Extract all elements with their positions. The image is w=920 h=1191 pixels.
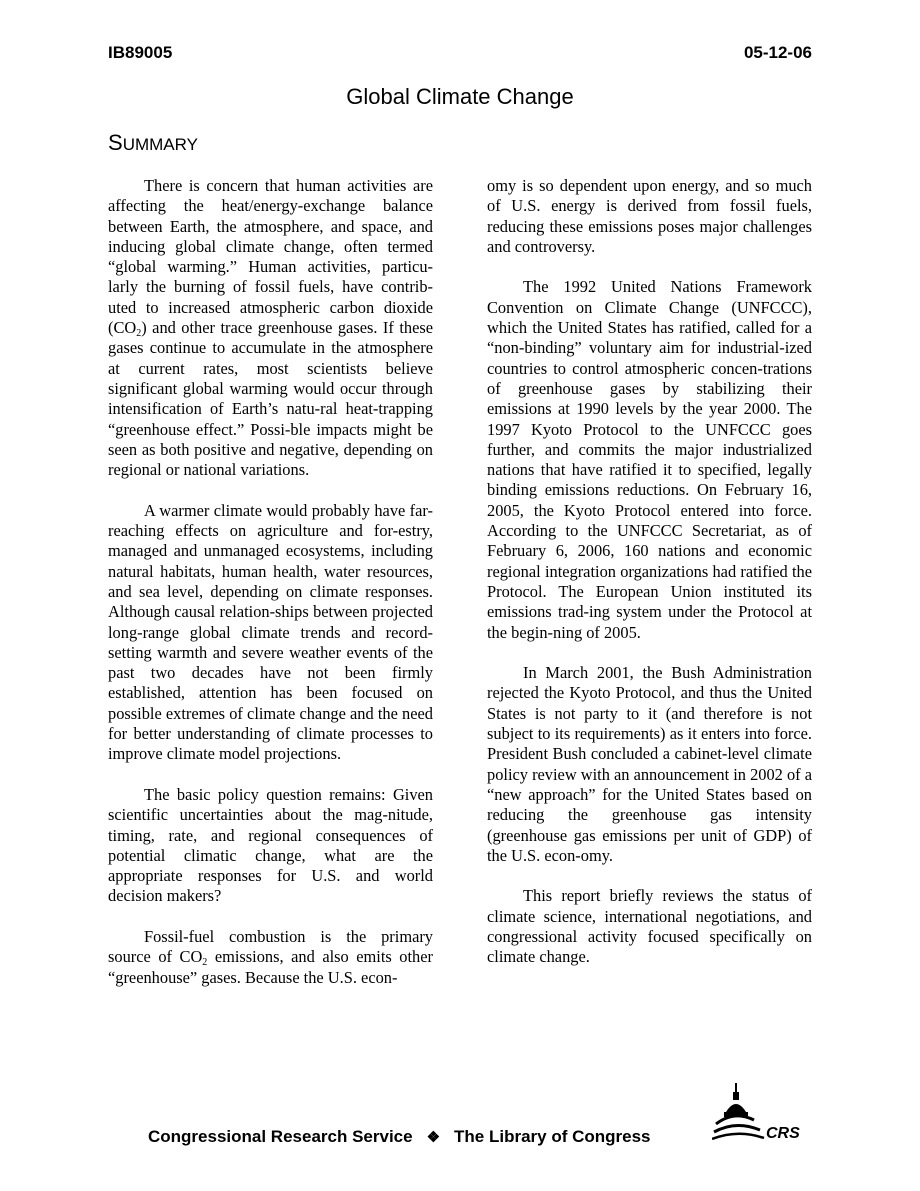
section-heading-rest: UMMARY <box>122 135 198 154</box>
text-column-left <box>108 176 433 988</box>
paragraph-text: There is concern that human activities are affecting the heat/energy-exchange balance between Earth, the atmosphere, and space, and inducing global climate change, often termed “global warming.” Human activities, particu-larly the burning of fossil fuels, have contrib-uted to increased atmospheric carbon dioxide (CO <box>108 176 433 338</box>
page-title: Global Climate Change <box>346 84 574 109</box>
report-number: IB89005 <box>108 43 173 62</box>
subscript: 2 <box>202 957 208 969</box>
text-column-right <box>487 176 812 968</box>
paragraph <box>108 176 433 480</box>
paragraph <box>108 927 433 988</box>
paragraph: The 1992 United Nations Framework Convention on Climate Change (UNFCCC), which the United States has ratified, called for a “non-binding” voluntary aim for industrial-ized countries to control atmospheric concen-trations of greenhouse gases by stabilizing their emissions at 1990 levels by the year 2000. The 1997 Kyoto Protocol to the UNFCCC goes further, and commits the major industrialized nations that have ratified it to specified, legally binding emissions reductions. On February 16, 2005, the Kyoto Protocol entered into force. According to the UNFCCC Secretariat, as of February 6, 2006, 160 nations and economic regional integration organizations had ratified the Protocol. The European Union instituted its emissions trad-ing system under the Protocol at the begin-ning of 2005. <box>487 277 812 642</box>
crs-capitol-logo <box>712 1080 807 1142</box>
diamond-separator-icon: ❖ <box>426 1129 441 1146</box>
paragraph-text: Fossil-fuel combustion is the primary source of CO <box>108 926 433 967</box>
section-heading-initial: S <box>108 130 123 155</box>
footer <box>148 1127 651 1147</box>
footer-crs: Congressional Research Service <box>148 1127 413 1146</box>
footer-library: The Library of Congress <box>454 1127 651 1146</box>
paragraph: In March 2001, the Bush Administration rejected the Kyoto Protocol, and thus the United States is not party to it (and therefore is not subject to its requirements) as it enters into force. President Bush concluded a cabinet-level climate policy review with an announcement in 2002 of a “new approach” for the United States based on reducing the greenhouse gas intensity (greenhouse gas emissions per unit of GDP) of the U.S. econ-omy. <box>487 663 812 865</box>
subscript: 2 <box>136 328 142 340</box>
paragraph: The basic policy question remains: Given scientific uncertainties about the mag-nitude, timing, rate, and regional consequences of potential climatic change, what are the appropriate responses for U.S. and world decision makers? <box>108 784 433 906</box>
report-date: 05-12-06 <box>743 43 812 62</box>
section-heading-summary <box>108 130 198 156</box>
paragraph-text: ) and other trace greenhouse gases. If these gases continue to accumulate in the atmosphere at current rates, most scientists believe significant global warming would occur through intensification of Earth’s natu-ral heat-trapping “greenhouse effect.” Possi-ble impacts might be seen as both positive and negative, depending on regional or national variations. <box>108 318 433 480</box>
paragraph: A warmer climate would probably have far-reaching effects on agriculture and for-estry, managed and unmanaged ecosystems, including natural habitats, human health, water resources, and sea level, depending on climate responses. Although causal relation-ships between projected long-range global climate trends and record-setting warmth and severe weather events of the past two decades have not been firmly established, attention has been focused on possible extremes of climate change and the need for better understanding of climate processes to improve climate model projections. <box>108 500 433 764</box>
paragraph: omy is so dependent upon energy, and so much of U.S. energy is derived from fossil fuels, reducing these emissions poses major challenges and controversy. <box>487 176 812 256</box>
paragraph-text: emissions, and also emits other “greenhouse” gases. Because the U.S. econ- <box>108 947 433 987</box>
paragraph: This report briefly reviews the status of climate science, international negotiations, and congressional activity focused specifically on climate change. <box>487 886 812 967</box>
crs-logo-text: CRS <box>766 1125 800 1142</box>
